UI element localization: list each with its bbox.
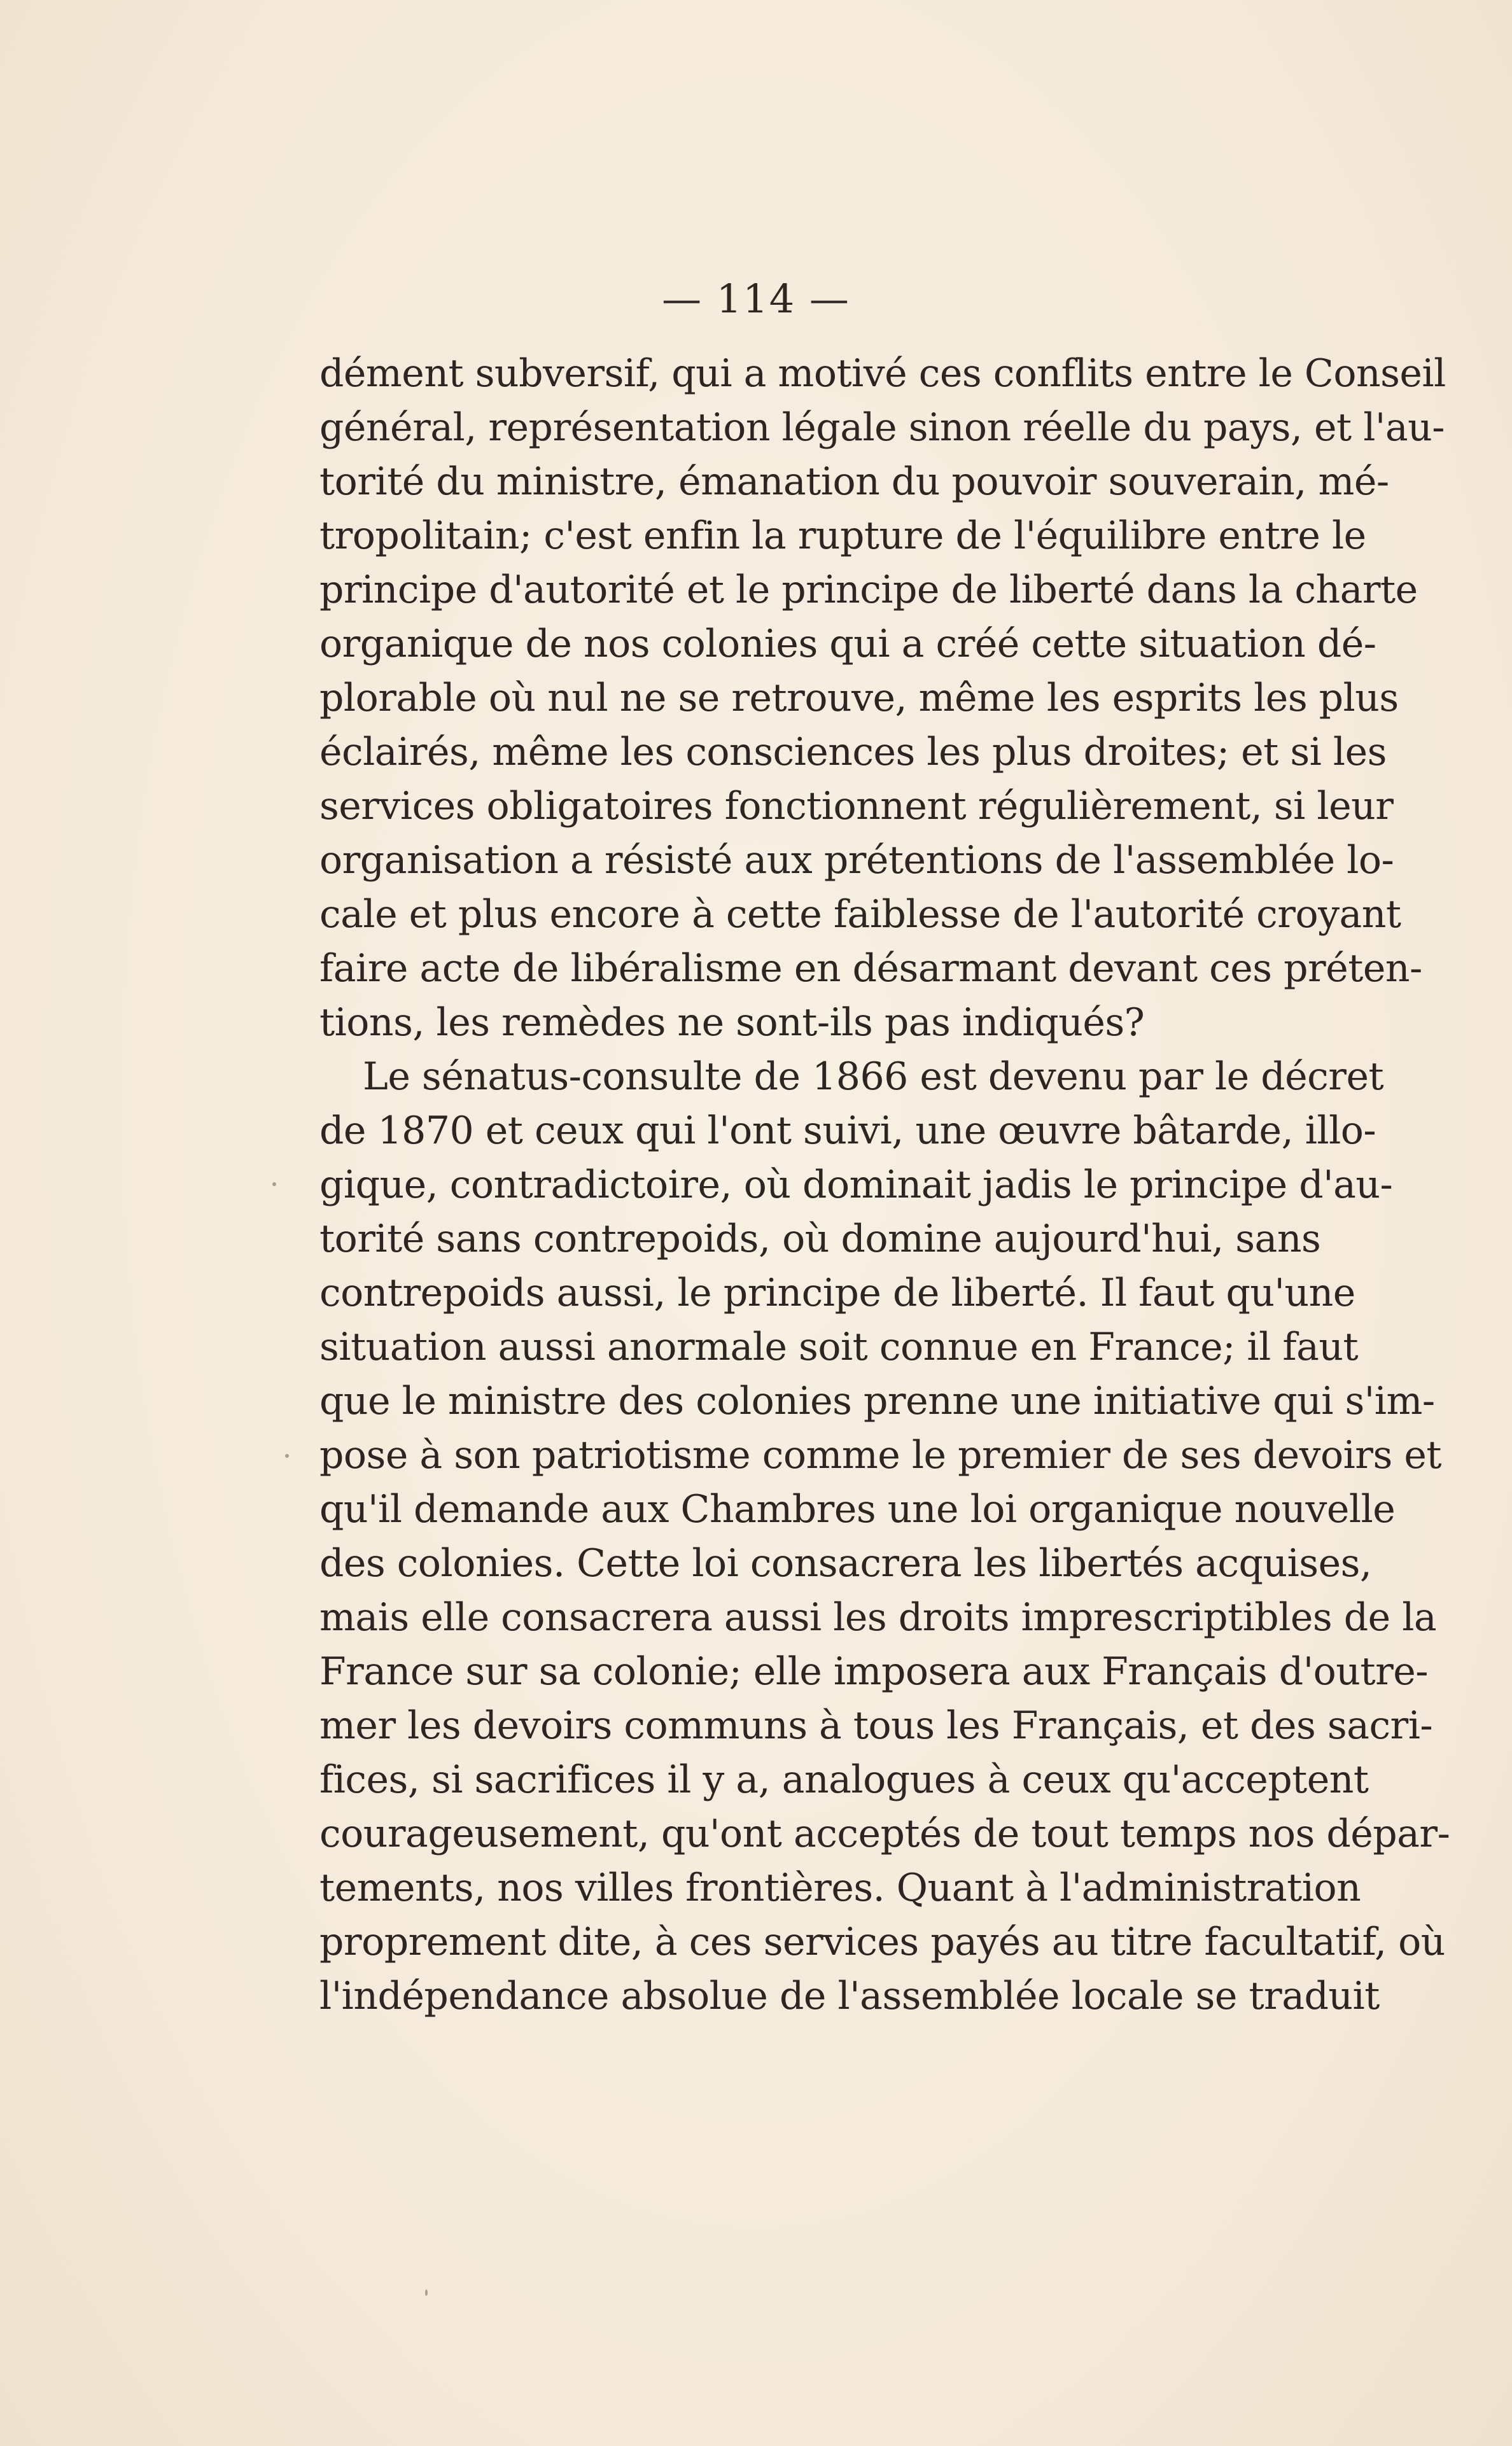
text-line: services obligatoires fonctionnent régulièrement, si leur [319, 784, 1394, 828]
text-line: de 1870 et ceux qui l'ont suivi, une œuvre bâtarde, illo- [319, 1108, 1376, 1153]
text-line: gique, contradictoire, où dominait jadis le principe d'au- [319, 1163, 1393, 1207]
paper-speck [272, 1182, 276, 1186]
text-line: faire acte de libéralisme en désarmant devant ces préten- [319, 946, 1422, 991]
paper-speck [285, 1454, 289, 1458]
text-line: courageusement, qu'ont acceptés de tout temps nos dépar- [319, 1812, 1450, 1856]
text-line: éclairés, même les consciences les plus droites; et si les [319, 730, 1387, 774]
text-line: l'indépendance absolue de l'assemblée locale se traduit [319, 1974, 1380, 2018]
text-line: général, représentation légale sinon réelle du pays, et l'au- [319, 405, 1445, 450]
text-line: cale et plus encore à cette faiblesse de l'autorité croyant [319, 892, 1401, 937]
text-line: dément subversif, qui a motivé ces conflits entre le Conseil [319, 351, 1446, 396]
text-line: mais elle consacrera aussi les droits imprescriptibles de la [319, 1595, 1437, 1640]
text-line: pose à son patriotisme comme le premier de ses devoirs et [319, 1433, 1441, 1478]
paper-speck [425, 2289, 428, 2296]
text-line: mer les devoirs communs à tous les Français, et des sacri- [319, 1703, 1433, 1748]
text-line: torité sans contrepoids, où domine aujourd'hui, sans [319, 1217, 1321, 1261]
text-line: organisation a résisté aux prétentions de l'assemblée lo- [319, 838, 1394, 883]
text-line: situation aussi anormale soit connue en France; il faut [319, 1325, 1359, 1369]
text-line: principe d'autorité et le principe de liberté dans la charte [319, 568, 1418, 612]
text-line: fices, si sacrifices il y a, analogues à ceux qu'acceptent [319, 1758, 1369, 1802]
text-line: qu'il demande aux Chambres une loi organique nouvelle [319, 1487, 1396, 1532]
text-line: tropolitain; c'est enfin la rupture de l'équilibre entre le [319, 514, 1366, 558]
page-number: — 114 — [662, 276, 850, 322]
text-line: contrepoids aussi, le principe de liberté. Il faut qu'une [319, 1271, 1355, 1315]
text-line: France sur sa colonie; elle imposera aux Français d'outre- [319, 1649, 1429, 1694]
text-line: plorable où nul ne se retrouve, même les esprits les plus [319, 676, 1399, 720]
paragraph-start-line: Le sénatus-consulte de 1866 est devenu par le décret [363, 1054, 1384, 1099]
text-line: proprement dite, à ces services payés au titre facultatif, où [319, 1920, 1445, 1964]
text-line: tions, les remèdes ne sont-ils pas indiqués? [319, 1000, 1145, 1045]
text-line: des colonies. Cette loi consacrera les libertés acquises, [319, 1541, 1372, 1586]
text-line: tements, nos villes frontières. Quant à l'administration [319, 1866, 1361, 1910]
text-line: que le ministre des colonies prenne une initiative qui s'im- [319, 1379, 1435, 1423]
text-line: organique de nos colonies qui a créé cette situation dé- [319, 622, 1376, 666]
text-line: torité du ministre, émanation du pouvoir souverain, mé- [319, 459, 1389, 504]
